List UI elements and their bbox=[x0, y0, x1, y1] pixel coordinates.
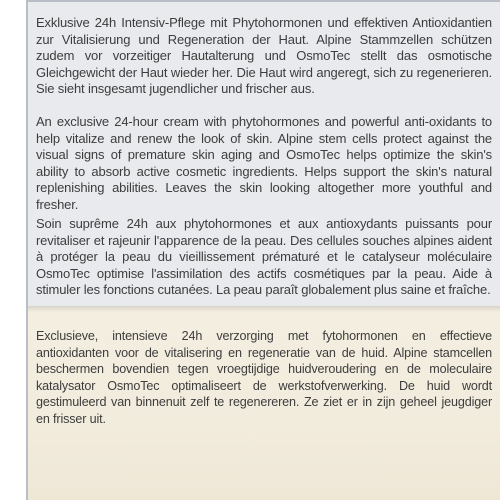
english-description: An exclusive 24-hour cream with phytohormones and powerful anti-oxidants to help vitalize and renew the look of skin. Alpine stem cells protect against the visual signs of premature skin aging and OsmoTec helps optimize the skin's ability to absorb active cosmetic ingredients. Helps support the skin's natural replenishing abilities. Leaves the skin looking altogether more youthful and fresher. bbox=[36, 114, 492, 212]
german-description: Exklusive 24h Intensiv-Pflege mit Phytohormonen und effektiven Antioxidantien zur Vitalisierung und Regeneration der Haut. Alpine Stammzellen schützen zudem vor vorzeitiger Hautalterung und OsmoTec stellt das osmotische Gleichgewicht der Haut wieder her. Die Haut wird angeregt, sich zu regenerieren. Sie sieht insgesamt jugendlicher und frischer aus. bbox=[36, 15, 492, 96]
dutch-description: Exclusieve, intensieve 24h verzorging met fytohormonen en effectieve antioxidanten voor de vitalisering en regeneratie van de huid. Alpine stamcellen beschermen bovendien tegen vroegtijdige huidveroudering en de moleculaire katalysator OsmoTec optimaliseert de werkstofverwerking. De huid wordt gestimuleerd van binnenuit zelf te regenereren. Ze ziet er in zijn geheel jeugdiger en frisser uit. bbox=[36, 329, 492, 426]
french-description: Soin suprême 24h aux phytohormones et aux antioxydants puissants pour revitaliser et rajeunir l'apparence de la peau. Des cellules souches alpines aident à protéger la peau du vieillissement prématuré et le catalyseur moléculaire OsmoTec optimise l'assimilation des actifs cosmétiques par la peau. Aide à stimuler les fonctions cutanées. La peau paraît globalement plus saine et fraîche. bbox=[36, 216, 492, 297]
packaging-text-box bbox=[26, 0, 500, 500]
